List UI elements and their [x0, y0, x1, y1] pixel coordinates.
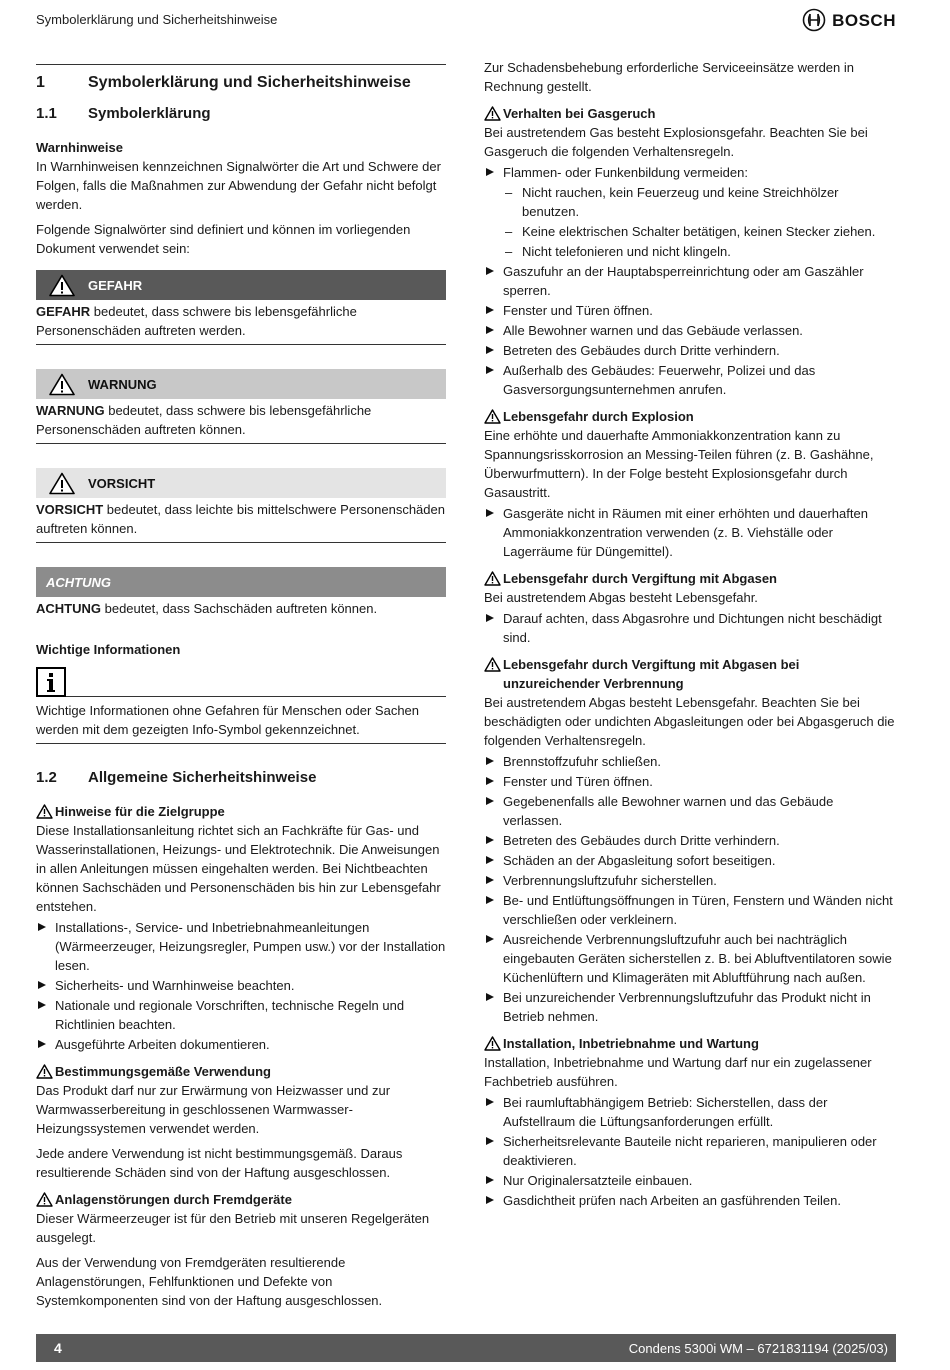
paragraph: Jede andere Verwendung ist nicht bestimmungsgemäß. Daraus resultierende Schäden sind von der Haftung ausgeschlossen.: [36, 1146, 403, 1180]
warning-triangle-icon: [49, 274, 75, 297]
verwendung-title: [36, 1062, 446, 1081]
vorsicht-box: [36, 468, 446, 543]
section-title: Allgemeine Sicherheitshinweise: [88, 769, 317, 786]
dash-item: – Nicht telefonieren und nicht klingeln.: [503, 242, 896, 261]
section-1-1-heading: [36, 104, 446, 126]
section-title: Symbolerklärung und Sicherheitshinweise: [88, 74, 411, 91]
signal-word-inline: ACHTUNG: [36, 601, 101, 616]
dash-item: – Keine elektrischen Schalter betätigen, keinen Stecker ziehen.: [503, 222, 896, 241]
list-item: Alle Bewohner warnen und das Gebäude verlassen.: [484, 321, 896, 340]
warning-title-text: Hinweise für die Zielgruppe: [55, 804, 225, 819]
list-item: Betreten des Gebäudes durch Dritte verhindern.: [484, 831, 896, 850]
section-number: 1.1: [36, 105, 57, 122]
warning-triangle-icon: [484, 657, 501, 672]
explosion-list: [484, 504, 896, 561]
warning-triangle-icon: [36, 804, 53, 819]
list-item: Sicherheits- und Warnhinweise beachten.: [36, 976, 446, 995]
header-title: Symbolerklärung und Sicherheitshinweise: [36, 12, 278, 27]
list-item: Nur Originalersatzteile einbauen.: [484, 1171, 896, 1190]
list-item: Installations-, Service- und Inbetriebnahmeanleitungen (Wärmeerzeuger, Heizungsregler, Pumpen usw.) vor der Installation lesen.: [36, 918, 446, 975]
vorsicht-bar: [36, 468, 446, 498]
warning-title-text: Verhalten bei Gasgeruch: [503, 106, 656, 121]
gasgeruch-list: [484, 163, 896, 399]
gefahr-box: [36, 270, 446, 345]
brand: [802, 8, 896, 32]
explosion-title: [484, 407, 896, 426]
paragraph: Eine erhöhte und dauerhafte Ammoniakkonzentration kann zu Spannungsrisskorrosion an Messing-Teilen führen (z. B. Gashähne, Überwurfmuttern). In der Folge besteht Explosionsgefahr durch Gasaustritt.: [484, 428, 874, 500]
warnung-text: [36, 399, 446, 444]
signal-word-inline: VORSICHT: [36, 502, 104, 517]
list-item: Verbrennungsluftzufuhr sicherstellen.: [484, 871, 896, 890]
list-item: Ausgeführte Arbeiten dokumentieren.: [36, 1035, 446, 1054]
list-item: Betreten des Gebäudes durch Dritte verhindern.: [484, 341, 896, 360]
warning-triangle-icon: [484, 571, 501, 586]
signal-word-inline: GEFAHR: [36, 304, 91, 319]
dash-list: [503, 183, 896, 261]
list-item: Gasdichtheit prüfen nach Arbeiten an gasführenden Teilen.: [484, 1191, 896, 1210]
section-number: 1: [36, 74, 45, 91]
paragraph: Zur Schadensbehebung erforderliche Serviceeinsätze werden in Rechnung gestellt.: [484, 60, 854, 94]
paragraph: Bei austretendem Abgas besteht Lebensgefahr.: [484, 590, 758, 605]
signal-description: bedeutet, dass leichte bis mittelschwere Personenschäden auftreten können.: [36, 502, 445, 536]
paragraph: Das Produkt darf nur zur Erwärmung von Heizwasser und zur Warmwasserbereitung in geschlossenen Warmwasser-Heizungssystemen verwendet werden.: [36, 1083, 391, 1136]
warning-triangle-icon: [49, 472, 75, 495]
paragraph: Bei austretendem Abgas besteht Lebensgefahr. Beachten Sie bei beschädigten oder undichten Abgasleitungen oder bei Abgasgeruch die folgenden Verhaltensregeln.: [484, 695, 895, 748]
section-title: Symbolerklärung: [88, 105, 211, 122]
info-symbol-row: [36, 667, 446, 697]
list-item: Schäden an der Abgasleitung sofort beseitigen.: [484, 851, 896, 870]
zielgruppe-title: [36, 802, 446, 821]
info-icon: [36, 667, 66, 697]
info-text: Wichtige Informationen ohne Gefahren für Menschen oder Sachen werden mit dem gezeigten Info-Symbol gekennzeichnet.: [36, 697, 446, 744]
list-item: Gaszufuhr an der Hauptabsperreinrichtung oder am Gaszähler sperren.: [484, 262, 896, 300]
zielgruppe-list: [36, 918, 446, 1054]
warnung-box: [36, 369, 446, 444]
warning-triangle-icon: [484, 409, 501, 424]
warning-title-text: Lebensgefahr durch Vergiftung mit Abgasen: [503, 571, 777, 586]
fremdgeraete-title: [36, 1190, 446, 1209]
section-1-heading: [36, 64, 446, 98]
list-item: Darauf achten, dass Abgasrohre und Dichtungen nicht beschädigt sind.: [484, 609, 896, 647]
section-1-2-heading: [36, 768, 446, 790]
warning-triangle-icon: [484, 106, 501, 121]
paragraph: Dieser Wärmeerzeuger ist für den Betrieb mit unseren Regelgeräten ausgelegt.: [36, 1211, 430, 1245]
paragraph: Bei austretendem Gas besteht Explosionsgefahr. Beachten Sie bei Gasgeruch die folgenden Verhaltensregeln.: [484, 125, 868, 159]
warning-triangle-icon: [36, 1064, 53, 1079]
warning-triangle-icon: [49, 373, 75, 396]
signal-word-inline: WARNUNG: [36, 403, 105, 418]
brand-name: BOSCH: [832, 10, 896, 30]
left-column: [36, 58, 446, 1316]
section-number: 1.2: [36, 769, 57, 786]
page-header: [36, 8, 896, 32]
paragraph: Installation, Inbetriebnahme und Wartung darf nur ein zugelassener Fachbetrieb ausführen.: [484, 1055, 872, 1089]
list-item: Nationale und regionale Vorschriften, technische Regeln und Richtlinien beachten.: [36, 996, 446, 1034]
list-item: Fenster und Türen öffnen.: [484, 772, 896, 791]
warning-title-text: Anlagenstörungen durch Fremdgeräte: [55, 1192, 292, 1207]
paragraph: Folgende Signalwörter sind definiert und können im vorliegenden Dokument verwendet sein:: [36, 222, 411, 256]
warnhinweise-title: Warnhinweise: [36, 140, 123, 155]
signal-word: GEFAHR: [88, 277, 143, 293]
paragraph: Aus der Verwendung von Fremdgeräten resultierende Anlagenstörungen, Fehlfunktionen und Defekte von Systemkomponenten sind von der Haftung ausgeschlossen.: [36, 1255, 383, 1308]
document-id: Condens 5300i WM – 6721831194 (2025/03): [628, 1340, 888, 1356]
installation-list: [484, 1093, 896, 1210]
right-column: [484, 58, 896, 1216]
achtung-box: [36, 567, 446, 622]
abgas-list: [484, 609, 896, 647]
verbrennung-title: [484, 655, 896, 693]
warning-title-text: Installation, Inbetriebnahme und Wartung: [503, 1036, 759, 1051]
paragraph: In Warnhinweisen kennzeichnen Signalwörter die Art und Schwere der Folgen, falls die Maßnahmen zur Abwendung der Gefahr nicht befolgt werden.: [36, 159, 441, 212]
warning-title-text: Bestimmungsgemäße Verwendung: [55, 1064, 271, 1079]
list-item: Gasgeräte nicht in Räumen mit einer erhöhten und dauerhaften Ammoniakkonzentration verwenden (z. B. Viehställe oder Lagerräume für Düngemittel).: [484, 504, 896, 561]
list-item: Fenster und Türen öffnen.: [484, 301, 896, 320]
bosch-logo-icon: [802, 8, 826, 32]
signal-word: VORSICHT: [88, 475, 156, 491]
list-item: Bei unzureichender Verbrennungsluftzufuhr das Produkt nicht in Betrieb nehmen.: [484, 988, 896, 1026]
list-item: Ausreichende Verbrennungsluftzufuhr auch bei nachträglich eingebauten Geräten sicherstellen z. B. bei Abluftventilatoren sowie Küchenlüftern und Klimageräten mit Abluftführung nach außen.: [484, 930, 896, 987]
gefahr-text: [36, 300, 446, 345]
list-item: Be- und Entlüftungsöffnungen in Türen, Fenstern und Wänden nicht verschließen oder verkleinern.: [484, 891, 896, 929]
gefahr-bar: [36, 270, 446, 300]
list-item: Gegebenenfalls alle Bewohner warnen und das Gebäude verlassen.: [484, 792, 896, 830]
warning-triangle-icon: [36, 1192, 53, 1207]
list-item: [484, 163, 896, 261]
signal-word: ACHTUNG: [46, 574, 111, 590]
divider: [66, 669, 446, 697]
list-item: Sicherheitsrelevante Bauteile nicht reparieren, manipulieren oder deaktivieren.: [484, 1132, 896, 1170]
signal-word: WARNUNG: [88, 376, 157, 392]
info-title: Wichtige Informationen: [36, 642, 181, 657]
vorsicht-text: [36, 498, 446, 543]
list-item: Brennstoffzufuhr schließen.: [484, 752, 896, 771]
warnung-bar: [36, 369, 446, 399]
page-footer: [36, 1334, 896, 1362]
list-item: Bei raumluftabhängigem Betrieb: Sicherstellen, dass der Aufstellraum die Lüftungsanforderungen erfüllt.: [484, 1093, 896, 1131]
page-number: 4: [54, 1339, 62, 1356]
achtung-text: [36, 597, 446, 622]
warning-title-text: Lebensgefahr durch Vergiftung mit Abgasen bei unzureichender Verbrennung: [503, 657, 800, 691]
warning-title-text: Lebensgefahr durch Explosion: [503, 409, 694, 424]
abgas-title: [484, 569, 896, 588]
list-item-text: Flammen- oder Funkenbildung vermeiden:: [503, 165, 748, 180]
achtung-bar: [36, 567, 446, 597]
installation-title: [484, 1034, 896, 1053]
warning-triangle-icon: [484, 1036, 501, 1051]
signal-description: bedeutet, dass Sachschäden auftreten können.: [101, 601, 378, 616]
dash-item: – Nicht rauchen, kein Feuerzeug und keine Streichhölzer benutzen.: [503, 183, 896, 221]
signal-description: bedeutet, dass schwere bis lebensgefährliche Personenschäden auftreten werden.: [36, 304, 357, 338]
paragraph: Diese Installationsanleitung richtet sich an Fachkräfte für Gas- und Wasserinstallationen, Heizungs- und Elektrotechnik. Die Anweisungen in allen Anleitungen müssen eingehalten werden. Bei Nichtbeachten können Sachschäden und Personenschäden bis hin zur Lebensgefahr entstehen.: [36, 823, 441, 914]
list-item: Außerhalb des Gebäudes: Feuerwehr, Polizei und das Gasversorgungsunternehmen anrufen.: [484, 361, 896, 399]
gasgeruch-title: [484, 104, 896, 123]
signal-description: bedeutet, dass schwere bis lebensgefährliche Personenschäden auftreten können.: [36, 403, 372, 437]
verbrennung-list: [484, 752, 896, 1026]
